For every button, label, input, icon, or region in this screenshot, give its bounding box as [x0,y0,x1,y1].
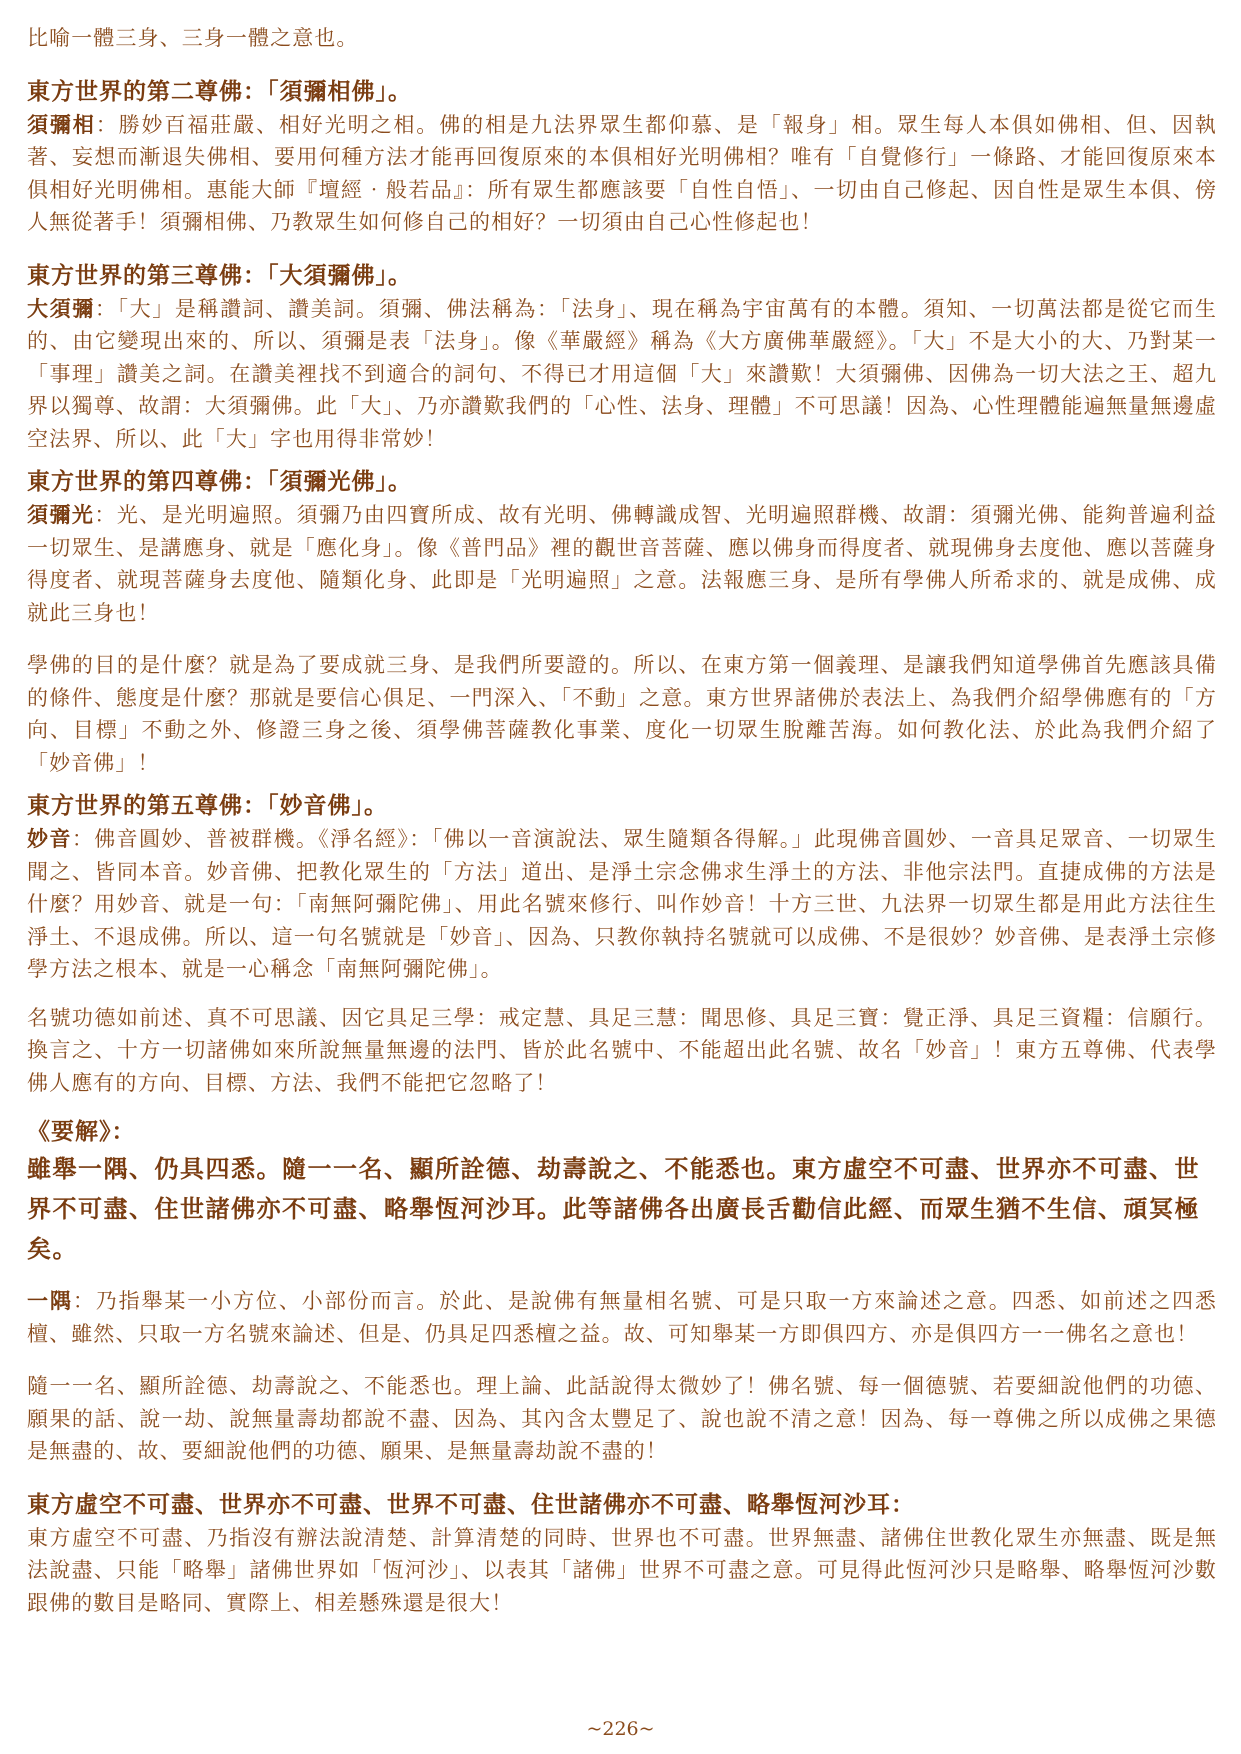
term: 一隅 [27,1288,73,1313]
term: 須彌相 [27,111,96,137]
paragraph-5 [27,823,1217,986]
paragraph-7 [27,1285,1217,1350]
paragraph-text: ：佛音圓妙、普被群機。《淨名經》：「佛以一音演說法、眾生隨類各得解。」此現佛音圓妙、一音具足眾音、一切眾生聞之、皆同本音。妙音佛、把教化眾生的「方法」道出、是淨土宗念佛求生淨土的方法、非他宗法門。直捷成佛的方法是什麼？用妙音、就是一句：「南無阿彌陀佛」、用此名號來修行、叫作妙音！十方三世、九法界一切眾生都是用此方法往生淨土、不退成佛。所以、這一句名號就是「妙音」、因為、只教你執持名號就可以成佛、不是很妙？妙音佛、是表淨土宗修學方法之根本、就是一心稱念「南無阿彌陀佛」。 [27,827,1217,981]
section-heading-yaojie: 《要解》： [27,1118,136,1145]
paragraph-3 [27,499,1217,629]
paragraph-text: ：光、是光明遍照。須彌乃由四寶所成、故有光明、佛轉識成智、光明遍照群機、故謂：須彌光佛、能夠普遍利益一切眾生、是講應身、就是「應化身」。像《普門品》裡的觀世音菩薩、應以佛身而得度者、就現佛身去度他、應以菩薩身得度者、就現菩薩身去度他、隨類化身、此即是「光明遍照」之意。法報應三身、是所有學佛人所希求的、就是成佛、成就此三身也！ [27,503,1217,625]
section-heading-3: 東方世界的第三尊佛：「大須彌佛」。 [27,261,412,289]
paragraph-text: ：「大」是稱讚詞、讚美詞。須彌、佛法稱為：「法身」、現在稱為宇宙萬有的本體。須知、一切萬法都是從它而生的、由它變現出來的、所以、須彌是表「法身」。像《華嚴經》稱為《大方廣佛華嚴經》。「大」不是大小的大、乃對某一「事理」讚美之詞。在讚美裡找不到適合的詞句、不得已才用這個「大」來讚歎！大須彌佛、因佛為一切大法之王、超九界以獨尊、故謂：大須彌佛。此「大」、乃亦讚歎我們的「心性、法身、理體」不可思議！因為、心性理體能遍無量無邊虛空法界、所以、此「大」字也用得非常妙！ [27,296,1217,451]
paragraph-6: 名號功德如前述、真不可思議、因它具足三學：戒定慧、具足三慧：聞思修、具足三寶：覺正淨、具足三資糧：信願行。換言之、十方一切諸佛如來所說無量無邊的法門、皆於此名號中、不能超出此名號、故名「妙音」！東方五尊佛、代表學佛人應有的方向、目標、方法、我們不能把它忽略了！ [27,1005,1217,1095]
paragraph-2 [27,293,1217,456]
paragraph-text: ：乃指舉某一小方位、小部份而言。於此、是說佛有無量相名號、可是只取一方來論述之意。四悉、如前述之四悉檀、雖然、只取一方名號來論述、但是、仍具足四悉檀之益。故、可知舉某一方即俱四方、亦是俱四方一一佛名之意也！ [27,1289,1218,1346]
paragraph-9: 東方虛空不可盡、乃指沒有辦法說清楚、計算清楚的同時、世界也不可盡。世界無盡、諸佛住世教化眾生亦無盡、既是無法說盡、只能「略舉」諸佛世界如「恆河沙」、以表其「諸佛」世界不可盡之意。可見得此恆河沙只是略舉、略舉恆河沙數跟佛的數目是略同、實際上、相差懸殊還是很大！ [27,1525,1217,1615]
paragraph-8: 隨一一名、顯所詮德、劫壽說之、不能悉也。理上論、此話說得太微妙了！佛名號、每一個德號、若要細說他們的功德、願果的話、說一劫、說無量壽劫都說不盡、因為、其內含太豐足了、說也說不清之意！因為、每一尊佛之所以成佛之果德是無盡的、故、要細說他們的功德、願果、是無量壽劫說不盡的！ [27,1374,1217,1463]
section-heading-2: 東方世界的第二尊佛：「須彌相佛」。 [27,77,412,105]
paragraph-4: 學佛的目的是什麼？就是為了要成就三身、是我們所要證的。所以、在東方第一個義理、是讓我們知道學佛首先應該具備的條件、態度是什麼？那就是要信心俱足、一門深入、「不動」之意。東方世界諸佛於表法上、為我們介紹學佛應有的「方向、目標」不動之外、修證三身之後、須學佛菩薩教化事業、度化一切眾生脫離苦海。如何教化法、於此為我們介紹了「妙音佛」！ [27,653,1217,775]
term: 大須彌 [27,295,95,321]
section-heading-east-space: 東方虛空不可盡、世界亦不可盡、世界不可盡、住世諸佛亦不可盡、略舉恆河沙耳： [27,1490,915,1518]
term: 須彌光 [27,502,95,527]
term: 妙音 [27,826,72,851]
quoted-commentary: 雖舉一隅、仍具四悉。隨一一名、顯所詮德、劫壽說之、不能悉也。東方虛空不可盡、世界亦不可盡、世界不可盡、住世諸佛亦不可盡、略舉恆河沙耳。此等諸佛各出廣長舌勸信此經、而眾生猶不生信、頑冥極矣。 [27,1154,1200,1263]
section-heading-4: 東方世界的第四尊佛：「須彌光佛」。 [27,468,412,495]
section-heading-5: 東方世界的第五尊佛：「妙音佛」。 [27,792,388,819]
document-page [27,22,1217,1619]
intro-line: 比喻一體三身、三身一體之意也。 [27,26,359,50]
paragraph-1 [27,109,1217,239]
paragraph-text: ：勝妙百福莊嚴、相好光明之相。佛的相是九法界眾生都仰慕、是「報身」相。眾生每人本俱如佛相、但、因執著、妄想而漸退失佛相、要用何種方法才能再回復原來的本俱相好光明佛相？唯有「自覺修行」一條路、才能回復原來本俱相好光明佛相。惠能大師『壇經‧般若品』：所有眾生都應該要「自性自悟」、一切由自己修起、因自性是眾生本俱、傍人無從著手！須彌相佛、乃教眾生如何修自己的相好？一切須由自己心性修起也！ [27,112,1217,234]
page-number: ~226~ [586,1718,655,1740]
